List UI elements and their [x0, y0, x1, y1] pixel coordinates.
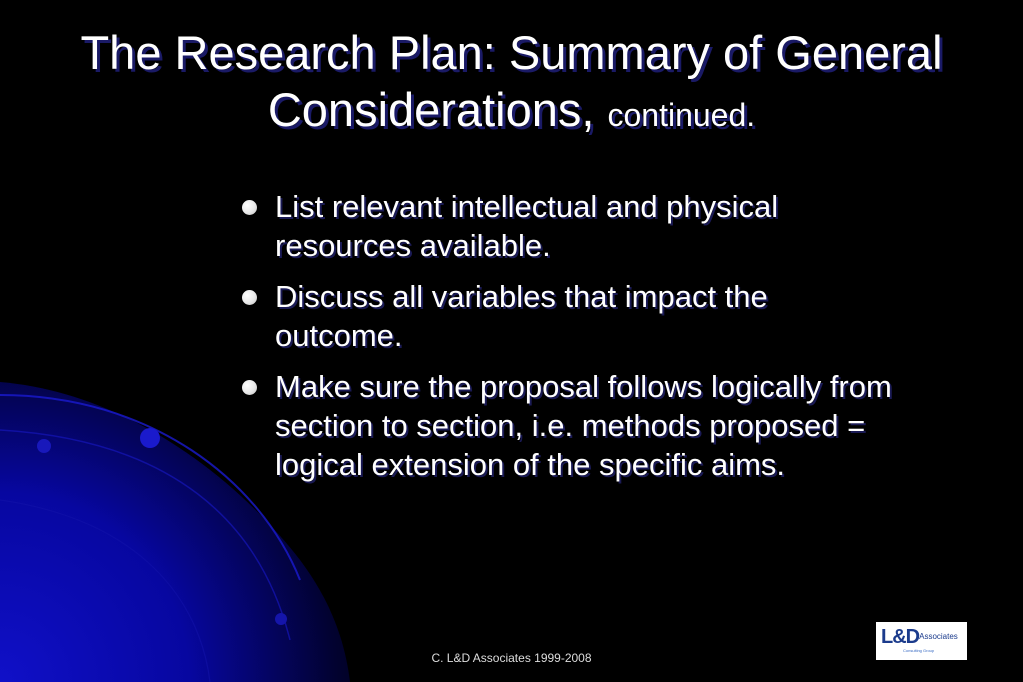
bullet-dot-icon	[242, 290, 257, 305]
footer-copyright: C. L&D Associates 1999-2008	[431, 651, 592, 665]
bullet-dot-icon	[242, 200, 257, 215]
bullet-item	[240, 277, 900, 355]
title-continued: continued.	[607, 97, 756, 133]
bullet-item	[240, 187, 900, 265]
bullet-item	[240, 367, 900, 484]
bullet-text: Discuss all variables that impact the outcome.	[275, 279, 768, 353]
logo-name: Associates	[919, 632, 958, 641]
bullet-list	[240, 187, 900, 496]
bullet-dot-icon	[242, 380, 257, 395]
slide-title	[0, 24, 1023, 144]
logo-mark	[881, 626, 962, 648]
bullet-text: Make sure the proposal follows logically from section to section, i.e. methods proposed = logical extension of the specific aims.	[275, 369, 892, 482]
logo-tagline: Consulting Group	[903, 648, 935, 653]
company-logo	[876, 622, 967, 660]
bullet-text: List relevant intellectual and physical resources available.	[275, 189, 779, 263]
title-main: The Research Plan: Summary of General Considerations,	[80, 26, 943, 136]
logo-mark-text: L&D	[881, 626, 920, 648]
